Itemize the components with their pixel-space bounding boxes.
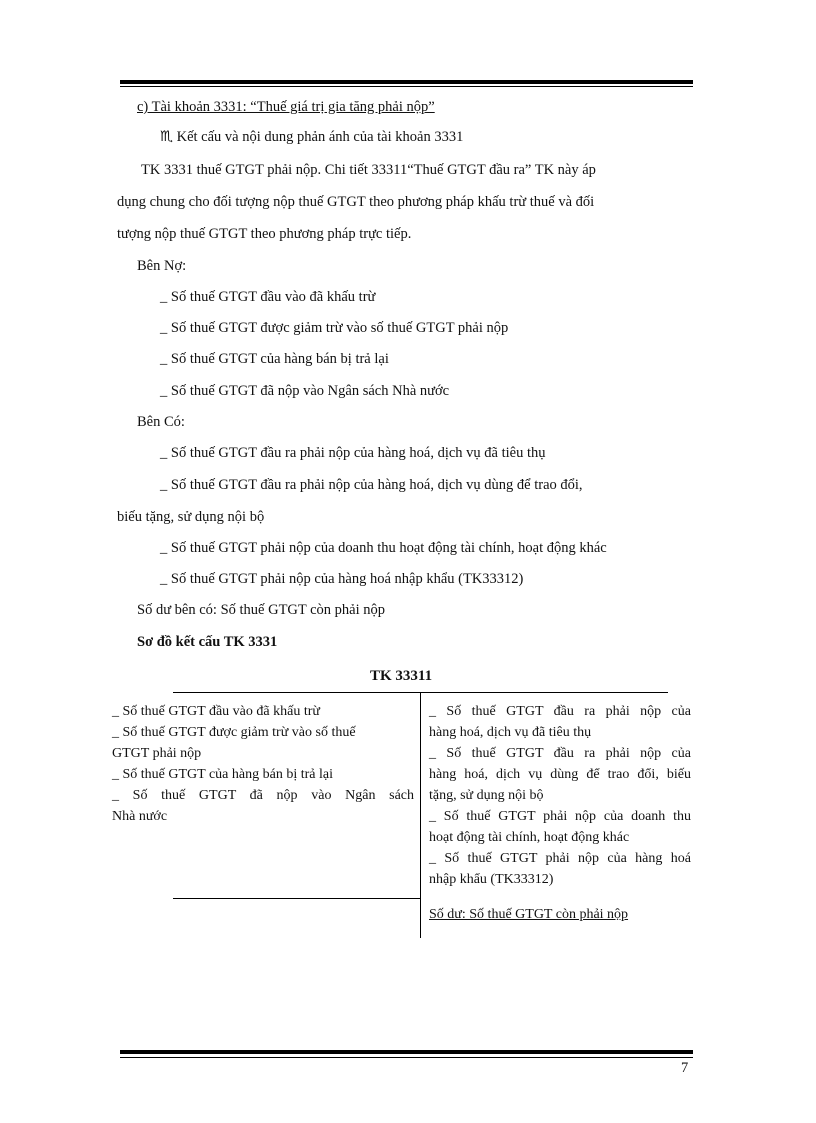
t-account-credit-side bbox=[429, 701, 691, 890]
credit-item-continuation: biếu tặng, sử dụng nội bộ bbox=[117, 509, 265, 525]
t-account-left-closing-line bbox=[173, 898, 421, 899]
t-account-debit-side bbox=[112, 701, 414, 827]
header-rule bbox=[120, 80, 693, 87]
t-right-line: _ Số thuế GTGT phải nộp của doanh thu bbox=[429, 809, 691, 824]
t-right-line: _ Số thuế GTGT phải nộp của hàng hoá bbox=[429, 851, 691, 866]
credit-item: _ Số thuế GTGT phải nộp của hàng hoá nhập khẩu (TK33312) bbox=[160, 571, 524, 587]
debit-item: _ Số thuế GTGT được giảm trừ vào số thuế GTGT phải nộp bbox=[160, 320, 509, 336]
t-left-line: _ Số thuế GTGT của hàng bán bị trả lại bbox=[112, 767, 333, 782]
credit-item: _ Số thuế GTGT đầu ra phải nộp của hàng hoá, dịch vụ đã tiêu thụ bbox=[160, 445, 546, 461]
t-right-line: hoạt động tài chính, hoạt động khác bbox=[429, 830, 630, 845]
t-right-line: tặng, sử dụng nội bộ bbox=[429, 788, 544, 803]
intro-line-2: dụng chung cho đối tượng nộp thuế GTGT theo phương pháp khấu trừ thuế và đối bbox=[117, 194, 595, 210]
t-left-line: GTGT phải nộp bbox=[112, 746, 202, 761]
t-right-line: nhập khẩu (TK33312) bbox=[429, 872, 554, 887]
t-account-closing-balance: Số dư: Số thuế GTGT còn phải nộp bbox=[429, 907, 629, 922]
t-account-vertical-line bbox=[420, 692, 421, 938]
credit-item: _ Số thuế GTGT phải nộp của doanh thu hoạt động tài chính, hoạt động khác bbox=[160, 540, 607, 556]
footer-rule bbox=[120, 1050, 693, 1058]
debit-item: _ Số thuế GTGT đầu vào đã khấu trừ bbox=[160, 289, 376, 305]
intro-line-1: TK 3331 thuế GTGT phải nộp. Chi tiết 33311“Thuế GTGT đầu ra” TK này áp bbox=[141, 162, 596, 178]
diagram-heading: Sơ đồ kết cấu TK 3331 bbox=[137, 634, 278, 650]
t-account-title: TK 33311 bbox=[370, 668, 433, 684]
t-right-line: _ Số thuế GTGT đầu ra phải nộp của bbox=[429, 746, 691, 761]
scorpio-bullet-icon: ♏︎ bbox=[160, 129, 177, 145]
structure-bullet-text: Kết cấu và nội dung phản ánh của tài khoản 3331 bbox=[176, 129, 464, 145]
t-left-line: _ Số thuế GTGT đầu vào đã khấu trừ bbox=[112, 704, 320, 719]
structure-bullet bbox=[160, 129, 463, 146]
debit-heading: Bên Nợ: bbox=[137, 258, 187, 274]
t-left-line: _ Số thuế GTGT được giảm trừ vào số thuế bbox=[112, 725, 356, 740]
t-right-line: hàng hoá, dịch vụ đã tiêu thụ bbox=[429, 725, 592, 740]
credit-item: _ Số thuế GTGT đầu ra phải nộp của hàng hoá, dịch vụ dùng để trao đổi, bbox=[160, 477, 583, 493]
debit-item: _ Số thuế GTGT của hàng bán bị trả lại bbox=[160, 351, 389, 367]
t-right-line: _ Số thuế GTGT đầu ra phải nộp của bbox=[429, 704, 691, 719]
credit-heading: Bên Có: bbox=[137, 414, 185, 430]
section-heading: c) Tài khoản 3331: “Thuế giá trị gia tăng phải nộp” bbox=[137, 99, 435, 115]
debit-item: _ Số thuế GTGT đã nộp vào Ngân sách Nhà nước bbox=[160, 383, 450, 399]
t-left-line: Nhà nước bbox=[112, 809, 168, 824]
balance-line: Số dư bên có: Số thuế GTGT còn phải nộp bbox=[137, 602, 386, 618]
intro-line-3: tượng nộp thuế GTGT theo phương pháp trực tiếp. bbox=[117, 226, 412, 242]
t-left-line: _ Số thuế GTGT đã nộp vào Ngân sách bbox=[112, 788, 414, 803]
t-right-line: hàng hoá, dịch vụ dùng để trao đổi, biếu bbox=[429, 767, 691, 782]
page-number: 7 bbox=[681, 1060, 689, 1076]
